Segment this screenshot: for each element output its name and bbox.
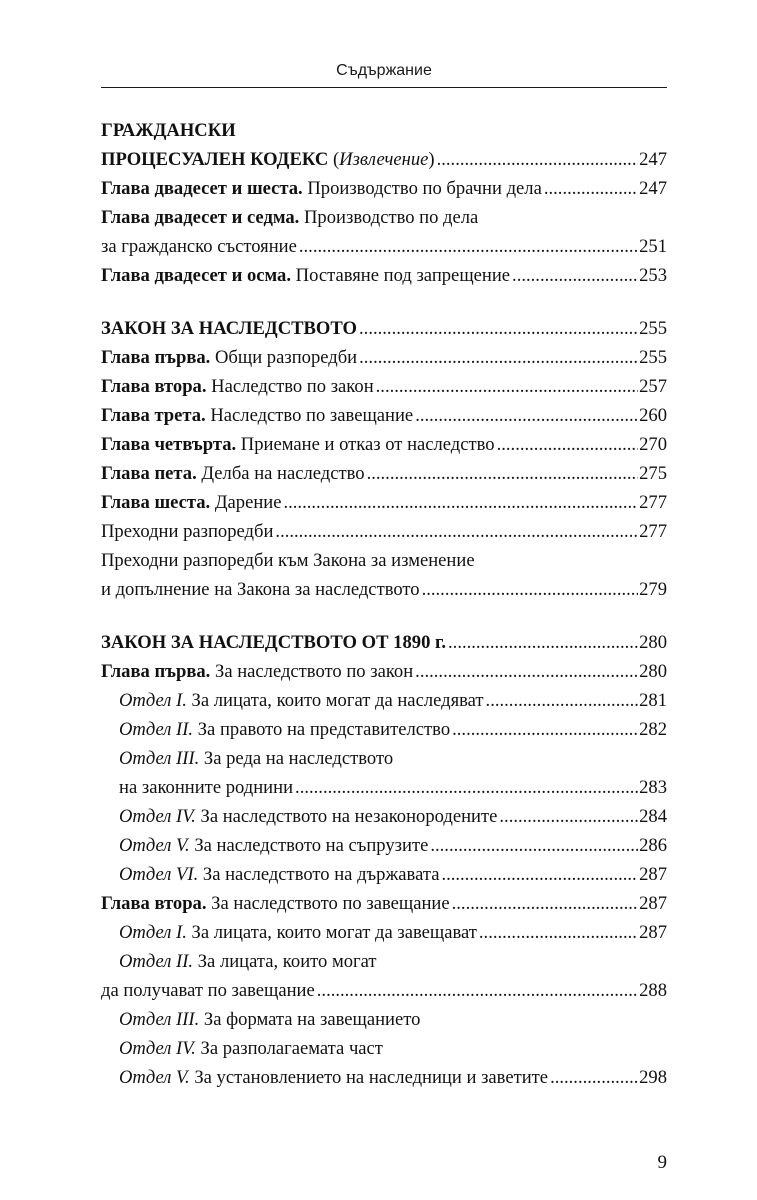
toc-entry-title: ПРОЦЕСУАЛЕН КОДЕКС — [101, 149, 329, 170]
toc-entry-text: за гражданско състояние — [101, 236, 297, 257]
dot-leader — [548, 1063, 638, 1092]
toc-entry-text: Наследство по завещание — [210, 405, 414, 426]
toc-entry-text: За установлението на наследници и заветите — [194, 1067, 549, 1088]
dot-leader — [435, 145, 639, 174]
dot-leader — [374, 372, 638, 401]
toc-entry-label: Отдел II. — [119, 951, 194, 972]
toc-page-number: 277 — [639, 492, 667, 513]
toc-page-number: 280 — [639, 661, 667, 682]
toc-entry-title: ЗАКОН ЗА НАСЛЕДСТВОТО — [101, 318, 358, 339]
page-number: 9 — [657, 1152, 667, 1173]
dot-leader — [495, 430, 639, 459]
toc-page-number: 247 — [639, 178, 667, 199]
toc-entry-label: Глава двадесет и шеста. — [101, 178, 303, 199]
toc-entry-zn-ch3[interactable] — [101, 401, 667, 430]
toc-entry-text: За наследството на незаконородените — [200, 806, 498, 827]
toc-entry-title: ГРАЖДАНСКИ — [101, 120, 236, 141]
toc-entry-label: Отдел III. — [119, 748, 200, 769]
toc-entry-label: Отдел V. — [119, 1067, 190, 1088]
toc-entry-label: Глава първа. — [101, 347, 211, 368]
dot-leader — [477, 918, 638, 947]
toc-page-number: 257 — [639, 376, 667, 397]
toc-page-number: 282 — [639, 719, 667, 740]
toc-entry-text: Наследство по закон — [211, 376, 374, 397]
toc-entry-zn-ch6[interactable] — [101, 488, 667, 517]
toc-entry-zn-title[interactable] — [101, 314, 667, 343]
dot-leader — [297, 232, 638, 261]
toc-entry-gpk-ch27[interactable] — [101, 203, 667, 232]
toc-entry-label: Глава трета. — [101, 405, 206, 426]
toc-entry-label: Глава шеста. — [101, 492, 211, 513]
toc-entry-label: Глава втора. — [101, 893, 207, 914]
toc-entry-zn1890-s4[interactable] — [101, 802, 667, 831]
toc-entry-zn1890-s3[interactable] — [101, 744, 667, 773]
toc-page-number: 281 — [639, 690, 667, 711]
toc-entry-zn1890-ch1[interactable] — [101, 657, 667, 686]
toc-page-number: 287 — [639, 864, 667, 885]
toc-entry-text: на законните роднини — [119, 777, 294, 798]
toc-page-number: 288 — [639, 980, 667, 1001]
toc-page-number: 287 — [639, 893, 667, 914]
dot-leader — [420, 575, 639, 604]
toc-entry-text: За лицата, които могат — [197, 951, 377, 972]
toc-entry-label: Отдел II. — [119, 719, 194, 740]
toc-page-number: 255 — [639, 347, 667, 368]
toc-entry-zn1890-t4[interactable] — [101, 1034, 667, 1063]
toc-entry-text: Дарение — [214, 492, 282, 513]
toc-entry-text: За наследството на държавата — [202, 864, 440, 885]
toc-entry-text: Производство по дела — [304, 207, 479, 228]
toc-entry-label: Глава втора. — [101, 376, 207, 397]
toc-entry-zn1890-s6[interactable] — [101, 860, 667, 889]
toc-entry-text: да получават по завещание — [101, 980, 315, 1001]
toc-entry-gpk-title2[interactable]: ПРОЦЕСУАЛЕН КОДЕКС (Извлечение) ..... 247 — [101, 145, 667, 174]
dot-leader — [293, 773, 638, 802]
toc-entry-text: За наследството на съпрузите — [194, 835, 429, 856]
toc-entry-zn-ch2[interactable] — [101, 372, 667, 401]
toc-entry-label: Глава първа. — [101, 661, 211, 682]
toc-entry-zn-ch5[interactable] — [101, 459, 667, 488]
toc-entry-zn-ch4[interactable] — [101, 430, 667, 459]
toc-entry-gpk-ch27-cont[interactable] — [101, 232, 667, 261]
dot-leader — [542, 174, 638, 203]
toc-entry-text: За формата на завещанието — [203, 1009, 421, 1030]
toc-entry-text: Приемане и отказ от наследство — [240, 434, 495, 455]
dot-leader — [281, 488, 638, 517]
dot-leader — [357, 343, 638, 372]
toc-entry-label: Глава четвърта. — [101, 434, 237, 455]
dot-leader — [450, 889, 638, 918]
toc-page-number: 251 — [639, 236, 667, 257]
dot-leader — [428, 831, 638, 860]
toc-page-number: 253 — [639, 265, 667, 286]
toc-page-number: 286 — [639, 835, 667, 856]
table-of-contents — [101, 116, 667, 1092]
dot-leader — [413, 401, 638, 430]
dot-leader — [315, 976, 638, 1005]
toc-entry-zn-trans2[interactable] — [101, 546, 667, 575]
toc-page-number: 247 — [639, 149, 667, 170]
toc-entry-text: Поставяне под запрещение — [295, 265, 511, 286]
toc-entry-zn1890-t5[interactable] — [101, 1063, 667, 1092]
toc-entry-label: Отдел I. — [119, 922, 187, 943]
dot-leader — [365, 459, 639, 488]
toc-entry-label: Глава двадесет и осма. — [101, 265, 291, 286]
toc-entry-zn1890-t2-cont[interactable] — [101, 976, 667, 1005]
toc-entry-label: Отдел III. — [119, 1009, 200, 1030]
toc-entry-text: и допълнение на Закона за наследството — [101, 579, 420, 600]
dot-leader — [413, 657, 638, 686]
toc-entry-zn1890-title[interactable] — [101, 628, 667, 657]
toc-entry-gpk-ch26[interactable] — [101, 174, 667, 203]
dot-leader — [439, 860, 638, 889]
toc-page-number: 275 — [639, 463, 667, 484]
toc-entry-note: Извлечение — [339, 149, 429, 170]
running-head: Съдържание — [336, 62, 432, 79]
toc-entry-zn1890-s3-cont[interactable] — [101, 773, 667, 802]
toc-entry-zn1890-s5[interactable] — [101, 831, 667, 860]
toc-page-number: 270 — [639, 434, 667, 455]
dot-leader — [484, 686, 639, 715]
toc-page-number: 260 — [639, 405, 667, 426]
toc-page-number: 255 — [639, 318, 667, 339]
dot-leader — [450, 715, 638, 744]
toc-entry-text: За реда на наследството — [203, 748, 394, 769]
toc-page-number: 277 — [639, 521, 667, 542]
toc-entry-text: За наследството по закон — [215, 661, 414, 682]
toc-entry-label: Глава двадесет и седма. — [101, 207, 300, 228]
toc-entry-zn1890-ch2[interactable] — [101, 889, 667, 918]
toc-entry-text: Производство по брачни дела — [307, 178, 542, 199]
toc-entry-text: За лицата, които могат да завещават — [191, 922, 477, 943]
toc-entry-text: За наследството по завещание — [211, 893, 450, 914]
toc-entry-label: Отдел IV. — [119, 806, 196, 827]
header-rule — [101, 87, 667, 88]
toc-entry-title: ЗАКОН ЗА НАСЛЕДСТВОТО ОТ 1890 г. — [101, 632, 447, 653]
toc-entry-text: Преходни разпоредби — [101, 521, 274, 542]
toc-entry-zn1890-t3[interactable] — [101, 1005, 667, 1034]
toc-entry-zn-ch1[interactable] — [101, 343, 667, 372]
toc-entry-zn1890-t1[interactable] — [101, 918, 667, 947]
dot-leader — [357, 314, 638, 343]
toc-page-number: 280 — [639, 632, 667, 653]
dot-leader — [510, 261, 638, 290]
toc-entry-zn1890-s1[interactable] — [101, 686, 667, 715]
toc-entry-label: Глава пета. — [101, 463, 197, 484]
toc-entry-text: Общи разпоредби — [215, 347, 358, 368]
toc-entry-text: Делба на наследство — [201, 463, 365, 484]
toc-page-number: 284 — [639, 806, 667, 827]
toc-entry-text: За правото на представителство — [197, 719, 451, 740]
dot-leader — [446, 628, 638, 657]
toc-entry-label: Отдел V. — [119, 835, 190, 856]
toc-page-number: 287 — [639, 922, 667, 943]
toc-entry-zn-trans[interactable] — [101, 517, 667, 546]
toc-page-number: 298 — [639, 1067, 667, 1088]
toc-entry-text: За лицата, които могат да наследяват — [191, 690, 484, 711]
toc-entry-text: За разполагаемата част — [200, 1038, 383, 1059]
toc-entry-text: Преходни разпоредби към Закона за изменение — [101, 550, 475, 571]
toc-entry-label: Отдел IV. — [119, 1038, 196, 1059]
toc-entry-zn1890-t2[interactable] — [101, 947, 667, 976]
toc-entry-zn1890-s2[interactable] — [101, 715, 667, 744]
dot-leader — [497, 802, 638, 831]
toc-entry-gpk-ch28[interactable] — [101, 261, 667, 290]
toc-entry-label: Отдел VI. — [119, 864, 199, 885]
toc-entry-label: Отдел I. — [119, 690, 187, 711]
toc-page-number: 283 — [639, 777, 667, 798]
toc-entry-gpk-title1 — [101, 116, 667, 145]
toc-page-number: 279 — [639, 579, 667, 600]
toc-entry-zn-trans2-cont[interactable] — [101, 575, 667, 604]
dot-leader — [273, 517, 638, 546]
